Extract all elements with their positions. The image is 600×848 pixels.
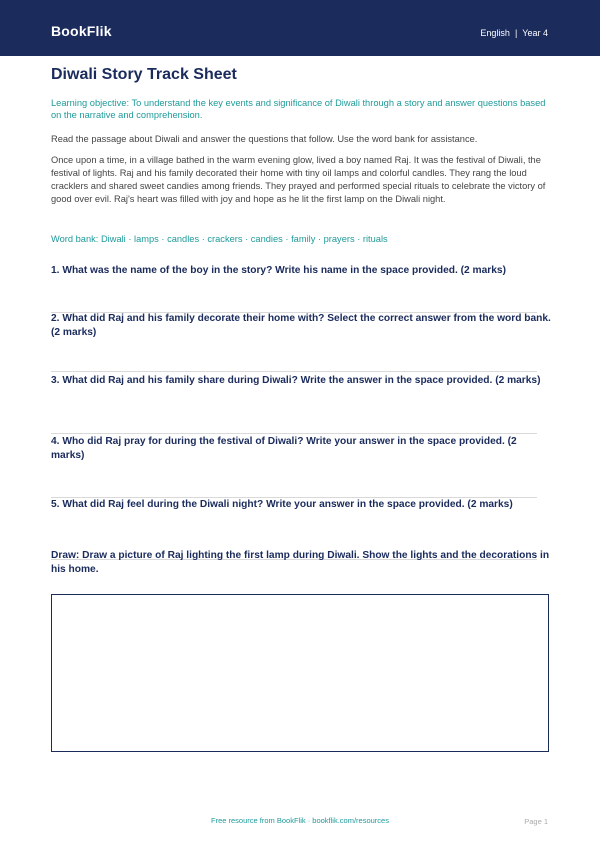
drawing-box[interactable] <box>51 594 549 752</box>
question-3: 3. What did Raj and his family share during Diwali? Write the answer in the space provided. (2 marks) <box>51 375 541 386</box>
question-2: 2. What did Raj and his family decorate their home with? Select the correct answer from the word bank. (2 marks) <box>51 313 551 338</box>
brand-logo[interactable]: BookFlik <box>51 23 112 39</box>
subject-grade <box>480 28 548 38</box>
answer-line-3[interactable] <box>51 433 537 434</box>
question-5: 5. What did Raj feel during the Diwali night? Write your answer in the space provided. (2 marks) <box>51 499 513 510</box>
story-passage: Once upon a time, in a village bathed in the warm evening glow, lived a boy named Raj. It was the festival of Diwali, the festival of lights. Raj and his family decorated their home with tiny oil lamps and colorful candles. They rang the loud cracklers and shared sweet candies among friends. They prayed and performed special rituals to celebrate the victory of good over evil. Raj's heart was filled with joy and hope as he lit the first lamp on the Diwali night. <box>51 155 546 204</box>
grade-label: Year 4 <box>522 28 548 38</box>
meta-separator: | <box>514 28 518 38</box>
instructions: Read the passage about Diwali and answer the questions that follow. Use the word bank for assistance. <box>51 134 478 144</box>
question-4: 4. Who did Raj pray for during the festival of Diwali? Write your answer in the space provided. (2 marks) <box>51 436 517 461</box>
question-1: 1. What was the name of the boy in the story? Write his name in the space provided. (2 marks) <box>51 265 506 276</box>
subject-label: English <box>480 28 510 38</box>
header-bar <box>0 0 600 56</box>
learning-objective: Learning objective: To understand the key events and significance of Diwali through a story and answer questions based on the narrative and comprehension. <box>51 98 546 120</box>
word-bank: Word bank: Diwali · lamps · candles · crackers · candies · family · prayers · rituals <box>51 234 388 244</box>
page-number: Page 1 <box>524 817 548 826</box>
page-title: Diwali Story Track Sheet <box>51 66 237 83</box>
footer-text[interactable]: Free resource from BookFlik · bookflik.com/resources <box>211 816 389 825</box>
answer-line-2[interactable] <box>51 371 537 372</box>
draw-prompt: Draw: Draw a picture of Raj lighting the first lamp during Diwali. Show the lights and the decorations in his home. <box>51 550 550 575</box>
